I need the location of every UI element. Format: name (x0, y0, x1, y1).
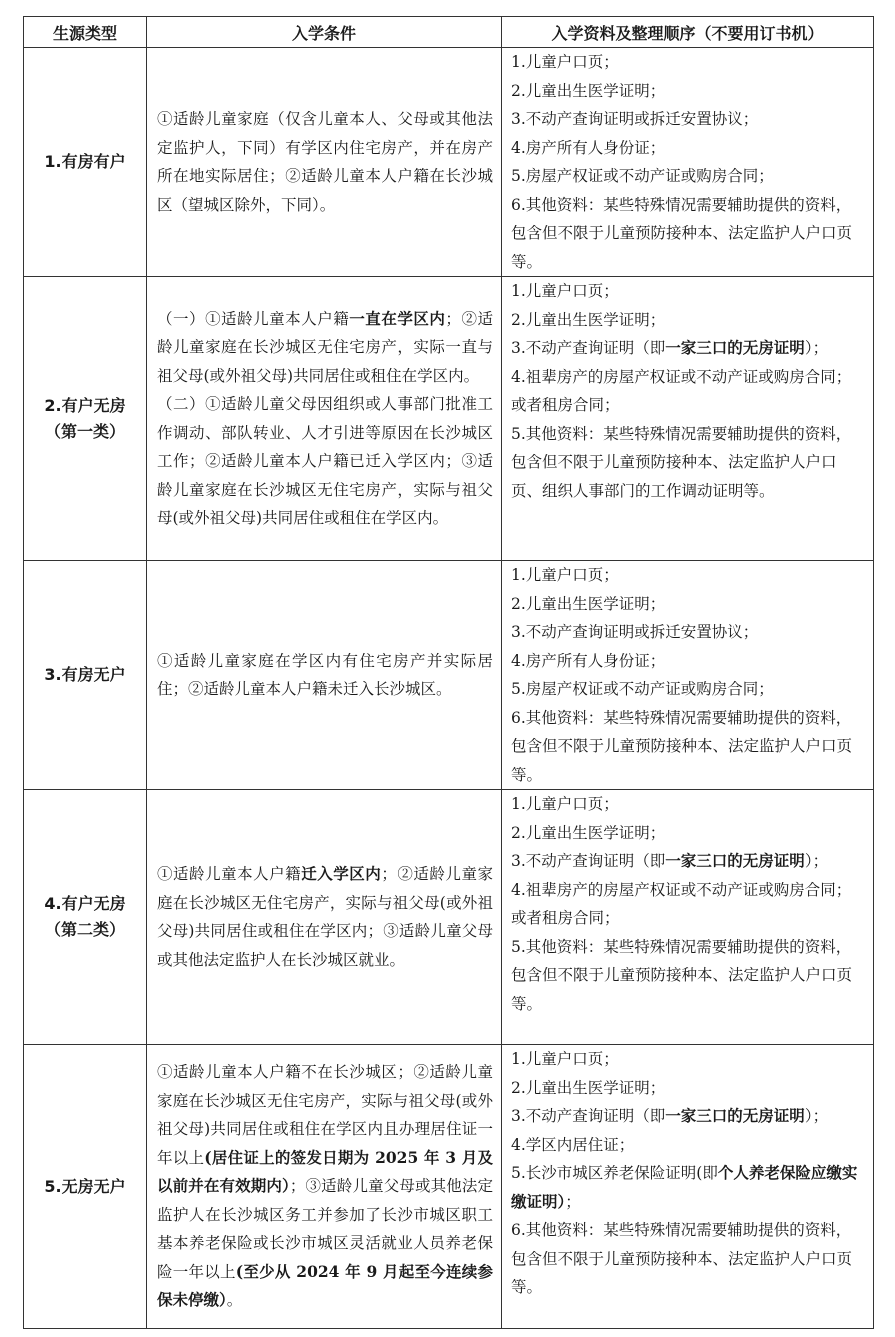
student-type-label: 5.无房无户 (44, 1176, 126, 1196)
student-type-label: 2.有户无房 (44, 395, 126, 415)
document-item: 6.其他资料：某些特殊情况需要辅助提供的资料，包含但不限于儿童预防接种本、法定监护人户口页等。 (511, 708, 853, 784)
condition-emphasis: (至少从 2024 年 9 月起至今连续参保未停缴） (157, 1261, 493, 1310)
condition-text: ；②适龄儿童家庭在长沙城区无住宅房产，实际与祖父母(或外祖父母)共同居住或租住在学区内；③适龄儿童父母或其他法定监护人在长沙城区就业。 (157, 865, 493, 969)
student-type-label: 4.有户无房 (44, 894, 126, 913)
document-item: 2.儿童出生医学证明； (511, 594, 666, 613)
condition-cell (147, 277, 502, 561)
document-item: 1.儿童户口页； (511, 1050, 619, 1068)
student-type-cell (24, 561, 147, 790)
header-documents: 入学资料及整理顺序（不要用订书机） (502, 17, 874, 48)
condition-text: （一）①适龄儿童本人户籍 (157, 309, 350, 328)
document-item (511, 847, 865, 876)
student-type-cell (24, 1045, 147, 1329)
condition-text: ①适龄儿童本人户籍不在长沙城区；②适龄儿童家庭在长沙城区无住宅房产，实际与祖父母(或外祖父母)共同居住或租住在学区内且办理居住证一年以上 (157, 1063, 493, 1167)
document-item (511, 1159, 865, 1216)
document-text: 3.不动产查询证明（即 (511, 1107, 666, 1125)
document-item: 5.房屋产权证或不动产证或购房合同； (511, 680, 774, 698)
document-item: 1.儿童户口页； (511, 566, 619, 584)
student-type-label: 3.有房无户 (44, 665, 126, 684)
document-item: 6.其他资料：某些特殊情况需要辅助提供的资料，包含但不限于儿童预防接种本、法定监护人户口页等。 (511, 1221, 853, 1296)
condition-cell (147, 790, 502, 1045)
student-type-label: 1.有房有户 (44, 152, 126, 171)
document-item: 1.儿童户口页； (511, 282, 619, 300)
condition-text: ①适龄儿童家庭在学区内有住宅房产并实际居住；②适龄儿童本人户籍未迁入长沙城区。 (157, 651, 493, 698)
student-type-sublabel: （第二类） (44, 920, 125, 939)
document-text: 5.长沙市城区养老保险证明(即 (511, 1164, 718, 1182)
document-emphasis: 一家三口的无房证明 (665, 1106, 805, 1125)
documents-cell (502, 277, 874, 561)
document-item: 6.其他资料：某些特殊情况需要辅助提供的资料，包含但不限于儿童预防接种本、法定监护人户口页等。 (511, 195, 853, 271)
document-item: 1.儿童户口页； (511, 795, 619, 813)
header-student-type: 生源类型 (24, 17, 147, 48)
document-item (511, 1102, 865, 1131)
condition-emphasis: 迁入学区内 (301, 864, 382, 883)
condition-part-two: （二）①适龄儿童父母因组织或人事部门批准工作调动、部队转业、人才引进等原因在长沙城区工作；②适龄儿童本人户籍已迁入学区内；③适龄儿童家庭在长沙城区无住宅房产，实际与祖父母(或外祖父母)共同居住或租住在学区内。 (157, 395, 493, 527)
condition-cell (147, 1045, 502, 1329)
document-item: 5.其他资料：某些特殊情况需要辅助提供的资料，包含但不限于儿童预防接种本、法定监护人户口页、组织人事部门的工作调动证明等。 (511, 424, 852, 500)
document-item: 3.不动产查询证明或拆迁安置协议； (511, 623, 759, 641)
header-row (24, 17, 874, 48)
condition-text-block (157, 1058, 493, 1315)
student-type-cell (24, 790, 147, 1045)
document-item: 4.祖辈房产的房屋产权证或不动产证或购房合同；或者租房合同； (511, 880, 852, 927)
condition-text-block (157, 860, 493, 974)
document-item: 2.儿童出生医学证明； (511, 81, 666, 100)
documents-cell (502, 1045, 874, 1329)
header-conditions: 入学条件 (147, 17, 502, 48)
table-row (24, 790, 874, 1045)
table-row (24, 277, 874, 561)
document-item: 4.房产所有人身份证； (511, 651, 666, 670)
student-type-sublabel: （第一类） (44, 421, 125, 441)
document-item: 4.学区内居住证； (511, 1135, 635, 1154)
table-row (24, 561, 874, 790)
document-item: 2.儿童出生医学证明； (511, 310, 666, 329)
document-item: 1.儿童户口页； (511, 53, 619, 71)
condition-part-one (157, 305, 493, 391)
document-item: 5.其他资料：某些特殊情况需要辅助提供的资料，包含但不限于儿童预防接种本、法定监护人户口页等。 (511, 937, 853, 1013)
documents-cell (502, 48, 874, 277)
table-row (24, 48, 874, 277)
condition-cell (147, 48, 502, 277)
condition-text: ①适龄儿童家庭（仅含儿童本人、父母或其他法定监护人，下同）有学区内住宅房产，并在房产所在地实际居住；②适龄儿童本人户籍在长沙城区（望城区除外，下同）。 (157, 110, 493, 214)
document-text: 3.不动产查询证明（即 (511, 339, 666, 357)
document-text: ）； (804, 1107, 829, 1125)
condition-text: 。 (226, 1291, 243, 1310)
condition-cell (147, 561, 502, 790)
document-emphasis: 一家三口的无房证明 (665, 851, 805, 870)
document-item: 3.不动产查询证明或拆迁安置协议； (511, 110, 759, 128)
document-emphasis: 个人养老保险应缴实缴证明） (511, 1163, 858, 1211)
condition-text: ；②适龄儿童家庭在长沙城区无住宅房产，实际一直与祖父母(或外祖父母)共同居住或租住在学区内。 (157, 309, 493, 385)
document-emphasis: 一家三口的无房证明 (665, 338, 805, 357)
document-item (511, 334, 865, 363)
document-text: 3.不动产查询证明（即 (511, 852, 666, 870)
document-text: ）； (804, 339, 829, 357)
document-item: 2.儿童出生医学证明； (511, 1078, 666, 1097)
document-item: 2.儿童出生医学证明； (511, 823, 666, 842)
condition-emphasis: 一直在学区内 (349, 308, 446, 328)
table-row (24, 1045, 874, 1329)
condition-text: ①适龄儿童本人户籍 (157, 865, 302, 883)
documents-cell (502, 561, 874, 790)
document-text: ）； (804, 852, 829, 870)
document-item: 5.房屋产权证或不动产证或购房合同； (511, 167, 774, 185)
document-item: 4.房产所有人身份证； (511, 138, 666, 157)
document-text: ； (565, 1192, 581, 1211)
student-type-cell (24, 48, 147, 277)
documents-cell (502, 790, 874, 1045)
student-type-cell (24, 277, 147, 561)
condition-emphasis: (居住证上的签发日期为 2025 年 3 月及以前并在有效期内） (157, 1147, 493, 1196)
admission-table (23, 16, 874, 1329)
document-item: 4.祖辈房产的房屋产权证或不动产证或购房合同；或者租房合同； (511, 367, 852, 414)
condition-text: ；③适龄儿童父母或其他法定监护人在长沙城区务工并参加了长沙市城区职工基本养老保险或长沙市城区灵活就业人员养老保险一年以上 (157, 1177, 493, 1281)
